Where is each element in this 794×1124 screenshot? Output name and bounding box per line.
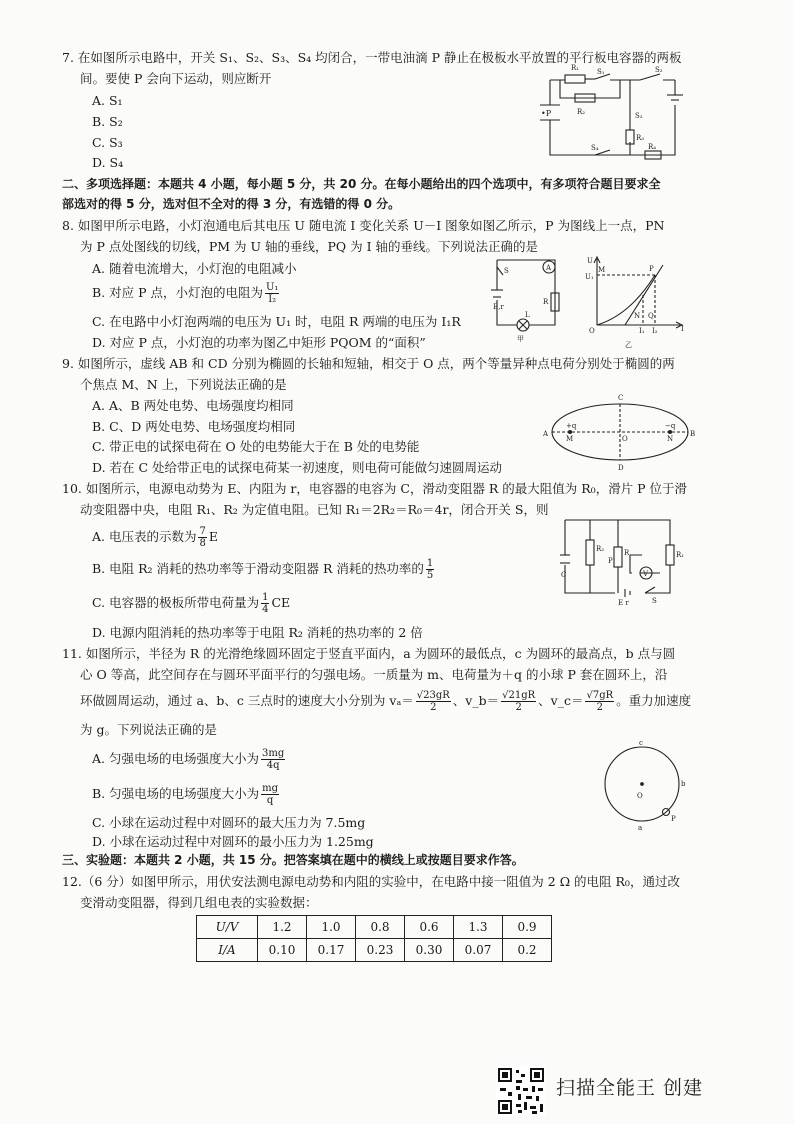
- q7-option-c: C. S₃: [92, 135, 123, 150]
- q9-label-a: A: [543, 430, 549, 438]
- q11-ring-figure: [600, 738, 690, 833]
- table-cell: 0.07: [454, 939, 503, 962]
- q8-option-c: C. 在电路中小灯泡两端的电压为 U₁ 时，电阻 R 两端的电压为 I₁R: [92, 314, 461, 329]
- q8-option-b-numerator: U₁: [266, 282, 279, 293]
- q9-label-b: B: [690, 430, 696, 438]
- q7-label-r4: R₄: [648, 143, 657, 151]
- q10-option-a-text: A. 电压表的示数为: [92, 529, 197, 544]
- table-cell: 0.6: [405, 916, 454, 939]
- q8-jia-caption: 甲: [517, 335, 524, 343]
- q11-label-b: b: [681, 780, 686, 788]
- table-cell: 0.2: [503, 939, 552, 962]
- q9-stem-line2: 个焦点 M、N 上，下列说法正确的是: [80, 377, 287, 392]
- q10-option-b: [92, 558, 436, 581]
- q10-option-c-text: C. 电容器的极板所带电荷量为: [92, 595, 260, 610]
- q9-label-m: M: [566, 435, 574, 443]
- q10-option-b-text: B. 电阻 R₂ 消耗的热功率等于滑动变阻器 R 消耗的热功率的: [92, 561, 424, 576]
- q11-vc-text: 、v_c＝: [538, 693, 584, 708]
- q11-option-c: C. 小球在运动过程中对圆环的最大压力为 7.5mg: [92, 815, 366, 830]
- q7-label-r1: R₁: [571, 64, 580, 72]
- q8-yi-label-o: O: [589, 327, 595, 335]
- q11-stem-line1: 11. 如图所示，半径为 R 的光滑绝缘圆环固定于竖直平面内，a 为圆环的最低点，c 为圆环的最高点，b 点与圆: [62, 646, 676, 661]
- q7-label-s1: S₁: [597, 68, 605, 76]
- scanner-brand-label: 扫描全能王 创建: [556, 1077, 704, 1099]
- q11-va-fraction: [416, 690, 451, 713]
- q8-yi-label-m: M: [598, 266, 606, 274]
- q7-option-d: D. S₄: [92, 155, 124, 170]
- table-cell: 0.8: [356, 916, 405, 939]
- q8-figure-yi: [585, 255, 690, 350]
- q11-option-b-denominator: q: [266, 795, 274, 806]
- q8-yi-caption: 乙: [625, 341, 632, 349]
- q11-va-numerator: √23gR: [416, 690, 450, 701]
- q7-stem-line2: 间。要使 P 会向下运动，则应断开: [80, 71, 272, 86]
- q8-yi-label-p: P: [649, 265, 654, 273]
- q8-yi-label-n: N: [634, 312, 641, 320]
- q9-label-plus-q: +q: [566, 422, 577, 430]
- q8-option-b-denominator: I₂: [268, 294, 277, 305]
- q9-stem-line1: 9. 如图所示，虚线 AB 和 CD 分别为椭圆的长轴和短轴，相交于 O 点，两个等量异种点电荷分别处于椭圆的两: [62, 356, 675, 371]
- q7-label-r3: R₃: [636, 134, 645, 142]
- q7-label-r2: R₂: [577, 108, 586, 116]
- table-row-u: [197, 916, 552, 939]
- q10-label-s: S: [652, 597, 657, 605]
- q8-yi-label-i: I: [681, 325, 684, 333]
- q8-stem-line2: 为 P 点处图线的切线，PM 为 U 轴的垂线，PQ 为 I 轴的垂线。下列说法正确的是: [80, 239, 539, 254]
- q7-label-s3: S₃: [635, 112, 643, 120]
- q7-circuit-figure: [535, 64, 685, 165]
- q11-vc-denominator: 2: [596, 702, 603, 713]
- q10-option-c-denominator: 4: [262, 604, 269, 615]
- q9-option-a: A. A、B 两处电势、电场强度均相同: [92, 398, 294, 413]
- q11-stem-line3-suffix: 。重力加速度: [616, 693, 692, 708]
- q9-label-o: O: [622, 435, 628, 443]
- q7-stem-line1: 7. 在如图所示电路中，开关 S₁、S₂、S₃、S₄ 均闭合，一带电油滴 P 静止在极板水平放置的平行板电容器的两板: [62, 50, 682, 65]
- q11-vc-fraction: [585, 690, 614, 713]
- q10-label-p: P: [608, 557, 613, 565]
- q7-label-s2: S₂: [655, 66, 663, 74]
- q8-jia-label-er: E,r: [493, 303, 504, 311]
- q7-option-b: B. S₂: [92, 114, 123, 129]
- q10-label-r: R: [624, 549, 630, 557]
- q11-stem-line3-text: 环做圆周运动，通过 a、b、c 三点时的速度大小分别为 vₐ＝: [80, 693, 414, 708]
- table-cell: 0.10: [258, 939, 307, 962]
- q8-option-b-fraction: [265, 282, 279, 305]
- q10-option-a-numerator: 7: [199, 526, 206, 537]
- q10-option-b-denominator: 5: [426, 570, 434, 581]
- q9-label-minus-q: −q: [665, 422, 676, 430]
- table-cell: 0.30: [405, 939, 454, 962]
- q11-stem-line2: 心 O 等高，此空间存在与圆环平面平行的匀强电场。一质量为 m、电荷量为＋q 的小球 P 套在圆环上，沿: [80, 667, 668, 682]
- q11-option-a-numerator: 3mg: [261, 748, 285, 759]
- section2-heading-line1: 二、多项选择题：本题共 4 小题，每小题 5 分，共 20 分。在每小题给出的四个选项中，有多项符合题目要求全: [62, 177, 661, 191]
- q11-option-b-numerator: mg: [262, 783, 279, 794]
- q8-yi-label-u1: U₁: [585, 273, 594, 281]
- q10-circuit-figure: [560, 515, 690, 605]
- q11-option-a: [92, 748, 287, 771]
- q11-label-a: a: [638, 824, 643, 832]
- table-cell: 1.2: [258, 916, 307, 939]
- q10-option-a: [92, 526, 218, 549]
- q10-option-c-numerator: 1: [262, 592, 269, 603]
- q10-stem-line2: 动变阻器中央，电阻 R₁、R₂ 为定值电阻。已知 R₁＝2R₂＝R₀＝4r，闭合开关 S，则: [80, 502, 549, 517]
- q10-label-c: C: [561, 571, 567, 579]
- q12-data-table: [196, 915, 552, 962]
- q11-option-a-text: A. 匀强电场的电场强度大小为: [92, 751, 259, 766]
- table-header-i: I/A: [197, 939, 258, 962]
- q8-jia-label-a: A: [546, 264, 552, 272]
- q11-vb-denominator: 2: [515, 702, 522, 713]
- q9-option-b: B. C、D 两处电势、电场强度均相同: [92, 419, 296, 434]
- q11-vb-numerator: √21gR: [502, 690, 536, 701]
- q11-vb-text: 、v_b＝: [452, 693, 500, 708]
- table-cell: 0.9: [503, 916, 552, 939]
- q11-stem-line3: [80, 690, 691, 713]
- q9-label-n: N: [667, 435, 674, 443]
- q11-va-denominator: 2: [430, 702, 437, 713]
- q9-label-d: D: [618, 464, 624, 472]
- q10-option-d: D. 电源内阻消耗的热功率等于电阻 R₂ 消耗的热功率的 2 倍: [92, 625, 423, 640]
- q11-vb-fraction: [501, 690, 536, 713]
- q10-option-c-fraction: [261, 592, 269, 615]
- q8-stem-line1: 8. 如图甲所示电路，小灯泡通电后其电压 U 随电流 I 变化关系 U－I 图象如图乙所示，P 为图线上一点，PN: [62, 218, 665, 233]
- q8-jia-label-s: S: [504, 267, 509, 275]
- q8-jia-label-l: L: [525, 311, 530, 319]
- q11-option-a-fraction: [261, 748, 285, 771]
- q9-ellipse-figure: [540, 392, 696, 472]
- table-cell: 0.23: [356, 939, 405, 962]
- q10-label-v: V: [643, 570, 649, 578]
- q8-option-b: [92, 282, 281, 305]
- q10-option-a-fraction: [198, 526, 206, 549]
- q8-yi-label-u: U: [587, 257, 593, 265]
- q8-option-d: D. 对应 P 点，小灯泡的功率为图乙中矩形 PQOM 的“面积”: [92, 335, 426, 350]
- q11-option-b-text: B. 匀强电场的电场强度大小为: [92, 786, 260, 801]
- section2-heading-line2: 部选对的得 5 分，选对但不全对的得 3 分，有选错的得 0 分。: [62, 197, 401, 211]
- q11-label-p: P: [671, 815, 676, 823]
- section3-heading: 三、实验题：本题共 2 小题，共 15 分。把答案填在题中的横线上或按题目要求作答。: [62, 853, 524, 867]
- q8-option-a: A. 随着电流增大，小灯泡的电阻减小: [92, 261, 297, 276]
- q9-option-c: C. 带正电的试探电荷在 O 处的电势能大于在 B 处的电势能: [92, 439, 420, 454]
- q11-label-o: O: [637, 792, 643, 800]
- table-cell: 0.17: [307, 939, 356, 962]
- q10-label-r1: R₁: [676, 551, 685, 559]
- q10-option-a-denominator: 8: [199, 538, 206, 549]
- q11-option-a-denominator: 4q: [266, 760, 280, 771]
- q8-yi-label-q: Q: [648, 312, 654, 320]
- q11-vc-numerator: √7gR: [586, 690, 614, 701]
- q10-label-r2: R₂: [596, 545, 605, 553]
- q10-stem-line1: 10. 如图所示，电源电动势为 E、内阻为 r，电容器的电容为 C，滑动变阻器 R 的最大阻值为 R₀，滑片 P 位于滑: [62, 481, 688, 496]
- table-header-u: U/V: [197, 916, 258, 939]
- q8-yi-label-i1: I₁: [639, 327, 645, 335]
- table-cell: 1.3: [454, 916, 503, 939]
- q7-label-s4: S₄: [591, 144, 599, 152]
- q9-label-c: C: [618, 394, 624, 402]
- q12-stem-line1: 12.（6 分）如图甲所示，用伏安法测电源电动势和内阻的实验中，在电路中接一阻值为 2 Ω 的电阻 R₀，通过改: [62, 874, 680, 889]
- q8-option-b-text: B. 对应 P 点，小灯泡的电阻为: [92, 285, 263, 300]
- q11-option-d: D. 小球在运动过程中对圆环的最小压力为 1.25mg: [92, 834, 374, 849]
- q10-option-c: [92, 592, 290, 615]
- q11-option-b-fraction: [261, 783, 279, 806]
- q11-label-c: c: [639, 739, 643, 747]
- q7-option-a: A. S₁: [92, 93, 123, 108]
- q8-yi-label-i2: I₂: [652, 327, 658, 335]
- q10-label-er: E r: [618, 599, 629, 607]
- q10-option-a-suffix: E: [208, 529, 218, 544]
- q8-jia-label-r: R: [543, 298, 549, 306]
- q10-option-b-numerator: 1: [426, 558, 434, 569]
- table-row-i: [197, 939, 552, 962]
- q11-option-b: [92, 783, 281, 806]
- q10-option-c-suffix: CE: [271, 595, 291, 610]
- q11-stem-line4: 为 g。下列说法正确的是: [80, 722, 217, 737]
- q12-stem-line2: 变滑动变阻器，得到几组电表的实验数据：: [80, 895, 318, 910]
- q7-label-p: •P: [541, 109, 552, 118]
- qr-code-icon: [496, 1066, 546, 1116]
- q10-option-b-fraction: [426, 558, 434, 581]
- q9-option-d: D. 若在 C 处给带正电的试探电荷某一初速度，则电荷可能做匀速圆周运动: [92, 460, 503, 475]
- q8-figure-jia: [487, 255, 567, 345]
- table-cell: 1.0: [307, 916, 356, 939]
